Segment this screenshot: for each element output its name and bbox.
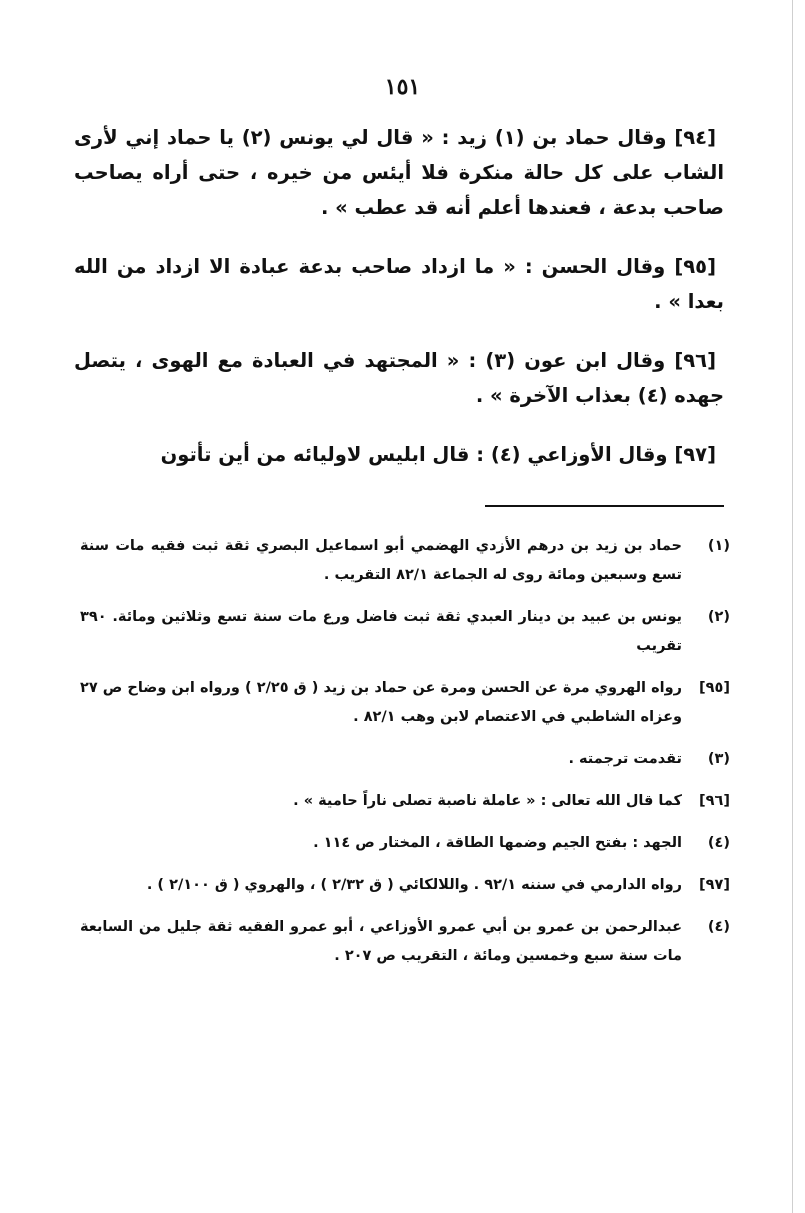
paragraph-95 [74,249,724,319]
paragraph-text: وقال حماد بن (١) زيد : « قال لي يونس (٢) يا حماد إني لأرى الشاب على كل حالة منكرة فلا أيئس من خيره ، حتى أراه يصاحب صاحب بدعة ، فعندها أعلم أنه قد عطب » . [74,126,724,219]
footnote-text: يونس بن عبيد بن دينار العبدي ثقة ثبت فاضل ورع مات سنة تسع وثلاثين ومائة. ٣٩٠ تقريب [80,609,682,654]
footnotes [80,532,730,984]
footnote-marker: [٩٦] [699,793,730,809]
footnote-marker: (١) [707,538,730,554]
footnote-marker: (٤) [707,919,730,935]
footnote-text: عبدالرحمن بن عمرو بن أبي عمرو الأوزاعي ، أبو عمرو الفقيه ثقة جليل من السابعة مات سنة سبع وخمسين ومائة ، التقريب ص ٢٠٧ . [80,919,682,964]
paragraph-marker: [٩٤] [674,126,716,149]
footnote-item [80,532,730,590]
footnote-item [80,871,730,900]
paragraph-text: وقال الأوزاعي (٤) : قال ابليس لاوليائه من أين تأتون [160,443,668,466]
footnote-item [80,829,730,858]
footnote-marker: (٢) [707,609,730,625]
paragraph-marker: [٩٥] [674,255,717,278]
footnote-marker: (٤) [707,835,730,851]
footnote-separator [485,505,724,507]
paragraph-marker: [٩٦] [674,349,716,372]
paragraph-text: وقال الحسن : « ما ازداد صاحب بدعة عبادة الا ازداد من الله بعدا » . [74,255,724,313]
footnote-text: رواه الدارمي في سننه ٩٢/١ . واللالكائي ( ق ٢/٣٢ ) ، والهروي ( ق ٢/١٠٠ ) . [146,877,682,893]
page-number: ١٥١ [384,74,421,100]
footnote-item [80,674,730,732]
footnote-item [80,913,730,971]
footnote-item [80,787,730,816]
paragraph-94 [74,120,724,225]
paragraph-96 [74,343,724,413]
footnote-marker: [٩٥] [699,680,730,696]
paragraph-text: وقال ابن عون (٣) : « المجتهد في العبادة مع الهوى ، يتصل جهده (٤) بعذاب الآخرة » . [74,349,724,407]
footnote-text: الجهد : بفتح الجيم وضمها الطاقة ، المختار ص ١١٤ . [313,835,682,851]
footnote-item [80,603,730,661]
main-text [74,120,724,496]
footnote-marker: (٣) [707,751,730,767]
footnote-marker: [٩٧] [699,877,730,893]
footnote-text: حماد بن زيد بن درهم الأزدي الهضمي أبو اسماعيل البصري ثقة ثبت فقيه مات سنة تسع وسبعين ومائة روى له الجماعة ٨٢/١ التقريب . [80,538,682,583]
paragraph-97 [74,437,724,472]
footnote-text: رواه الهروي مرة عن الحسن ومرة عن حماد بن زيد ( ق ٢/٢٥ ) ورواه ابن وضاح ص ٢٧ وعزاه الشاطبي في الاعتصام لابن وهب ٨٢/١ . [80,680,682,725]
footnote-item [80,745,730,774]
page-edge-line [792,0,793,1213]
footnote-text: كما قال الله تعالى : « عاملة ناصبة تصلى ناراً حامية » . [293,793,682,809]
footnote-text: تقدمت ترجمته . [568,751,682,767]
paragraph-marker: [٩٧] [674,443,716,466]
